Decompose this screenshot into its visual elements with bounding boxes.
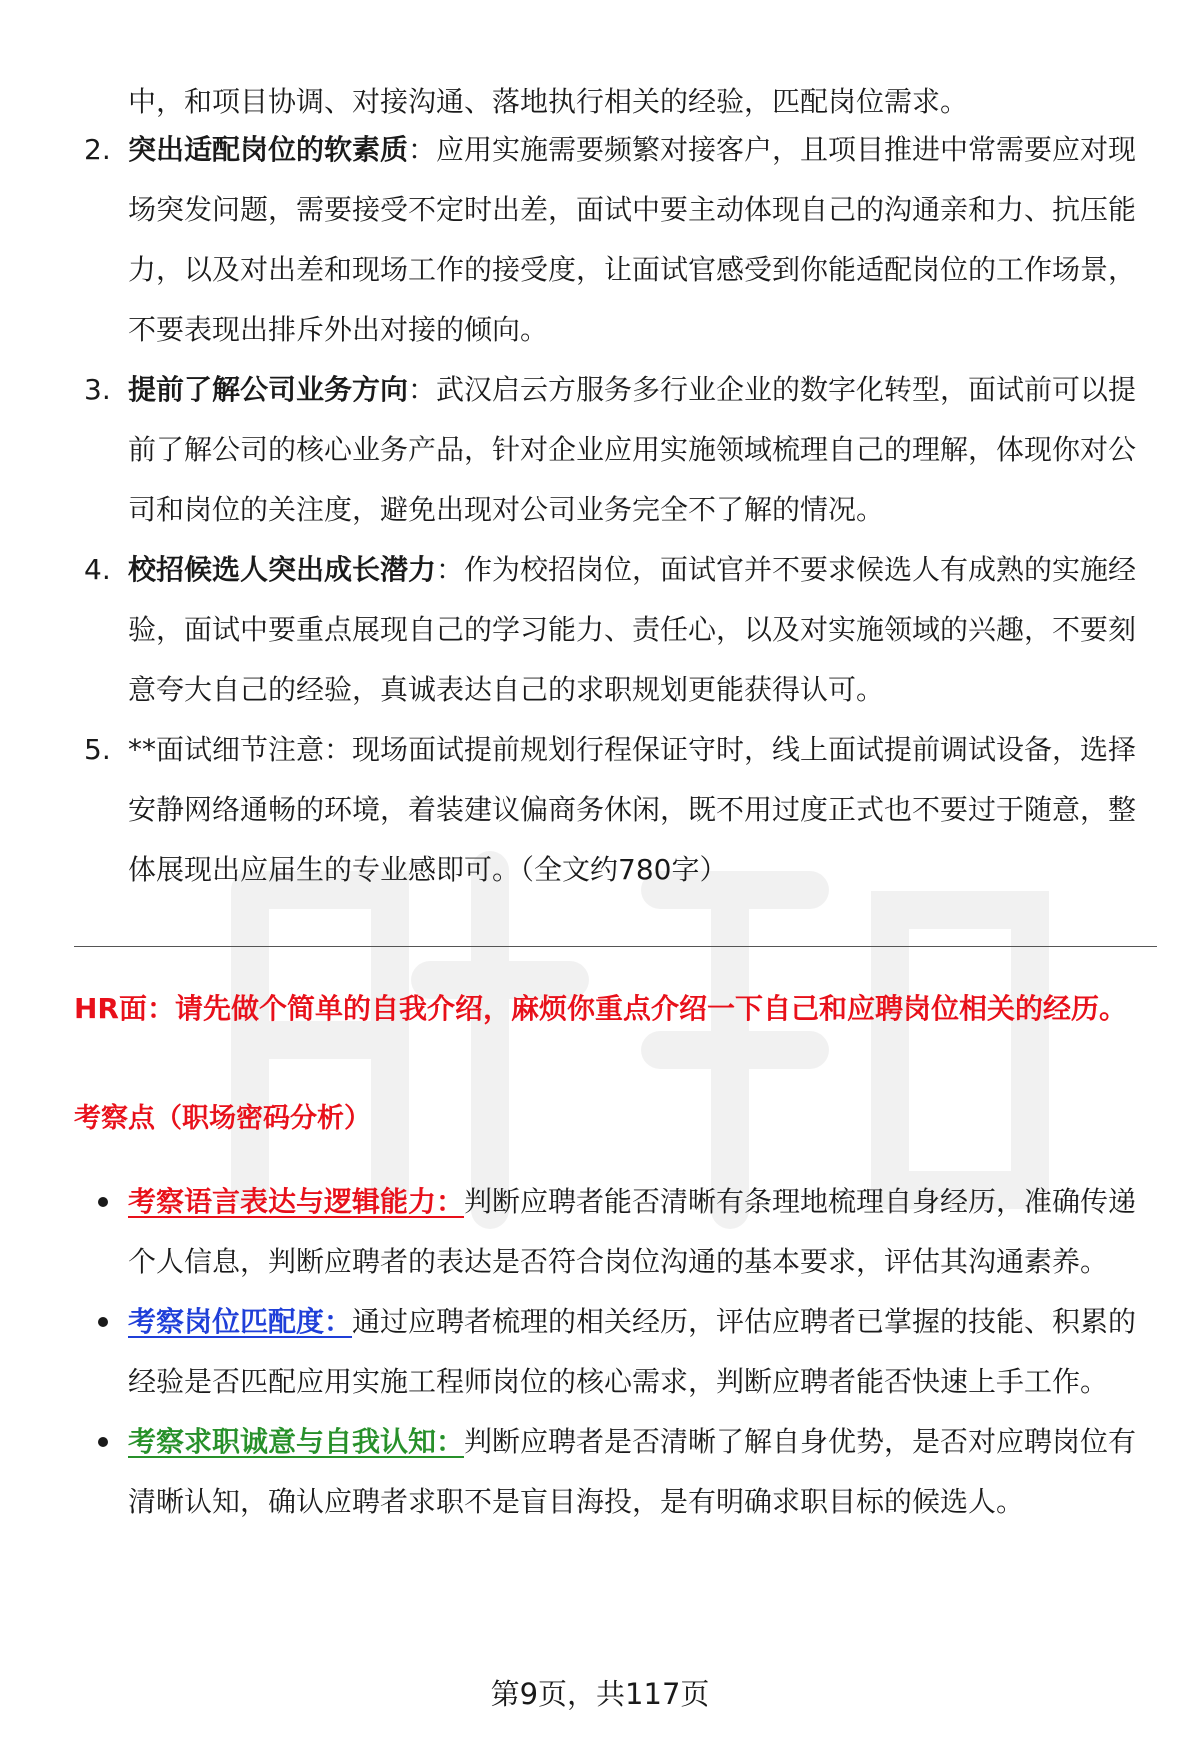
- item-title: 突出适配岗位的软素质: [128, 133, 409, 166]
- item-title: 提前了解公司业务方向: [128, 373, 409, 406]
- bullet-text: 通过应聘者梳理的相关经历，评估应聘者已掌握的技能、积累的经验是否匹配应用实施工程师岗位的核心需求，判断应聘者能否快速上手工作。: [128, 1305, 1137, 1398]
- list-item: [0, 720, 1138, 900]
- item-number: 3.: [84, 373, 111, 406]
- item-body: ：应用实施需要频繁对接客户，且项目推进中常需要应对现场突发问题，需要接受不定时出差，面试中要主动体现自己的沟通亲和力、抗压能力，以及对出差和现场工作的接受度，让面试官感受到你能适配岗位的工作场景，不要表现出排斥外出对接的倾向。: [128, 133, 1137, 346]
- analysis-title: 考察点（职场密码分析）: [74, 1103, 371, 1134]
- list-item: [0, 1412, 1138, 1532]
- bullet-dot-icon: [98, 1437, 108, 1447]
- item-number: 5.: [84, 733, 111, 766]
- list-item: [0, 1292, 1138, 1412]
- item-number: 4.: [84, 553, 111, 586]
- list-item: [0, 120, 1138, 360]
- analysis-bullet-list: [0, 1172, 1200, 1532]
- list-item: [0, 540, 1138, 720]
- bullet-key-link[interactable]: 考察语言表达与逻辑能力：: [128, 1185, 465, 1218]
- section-divider: [74, 946, 1157, 947]
- bullet-dot-icon: [98, 1317, 108, 1327]
- page-footer: 第9页，共117页: [490, 1677, 710, 1711]
- item-body: ：作为校招岗位，面试官并不要求候选人有成熟的实施经验，面试中要重点展现自己的学习能力、责任心，以及对实施领域的兴趣，不要刻意夸大自己的经验，真诚表达自己的求职规划更能获得认可。: [128, 553, 1137, 706]
- item-body: **面试细节注意：现场面试提前规划行程保证守时，线上面试提前调试设备，选择安静网络通畅的环境，着装建议偏商务休闲，既不用过度正式也不要过于随意，整体展现出应届生的专业感即可。（全文约780字）: [128, 733, 1137, 886]
- bullet-key-link[interactable]: 考察岗位匹配度：: [128, 1305, 353, 1338]
- list-item: [0, 1172, 1138, 1292]
- bullet-text: 判断应聘者能否清晰有条理地梳理自身经历，准确传递个人信息，判断应聘者的表达是否符合岗位沟通的基本要求，评估其沟通素养。: [128, 1185, 1137, 1278]
- item-body: ：武汉启云方服务多行业企业的数字化转型，面试前可以提前了解公司的核心业务产品，针对企业应用实施领域梳理自己的理解，体现你对公司和岗位的关注度，避免出现对公司业务完全不了解的情况。: [128, 373, 1137, 526]
- bullet-dot-icon: [98, 1197, 108, 1207]
- item-title: 校招候选人突出成长潜力: [128, 553, 437, 586]
- item-number: 2.: [84, 133, 111, 166]
- hr-question: HR面：请先做个简单的自我介绍，麻烦你重点介绍一下自己和应聘岗位相关的经历。: [74, 992, 1127, 1025]
- bullet-key-link[interactable]: 考察求职诚意与自我认知：: [128, 1425, 465, 1458]
- bullet-text: 判断应聘者是否清晰了解自身优势，是否对应聘岗位有清晰认知，确认应聘者求职不是盲目海投，是有明确求职目标的候选人。: [128, 1425, 1137, 1518]
- continuation-text: 中，和项目协调、对接沟通、落地执行相关的经验，匹配岗位需求。: [128, 85, 969, 118]
- numbered-tips-list: [0, 120, 1200, 900]
- list-item: [0, 360, 1138, 540]
